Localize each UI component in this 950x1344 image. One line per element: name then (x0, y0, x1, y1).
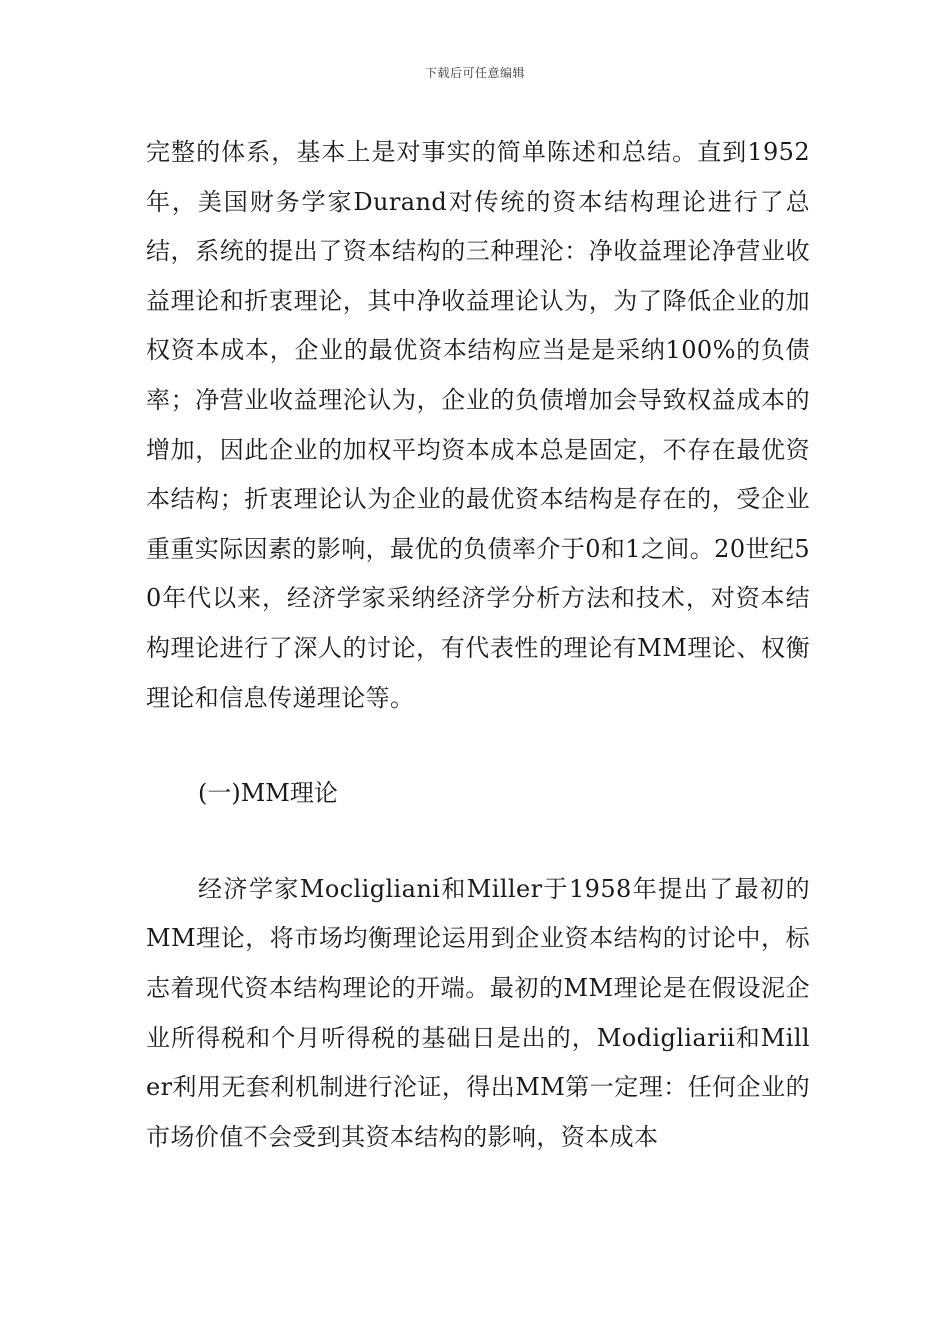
paragraph-spacer (146, 819, 810, 865)
paragraph-mm-theory: 经济学家Mocligliani和Miller于1958年提出了最初的MM理论，将市场均衡理论运用到企业资本结构的讨论中，标志着现代资本结构理论的开端。最初的MM理论是在假设泥企业所得税和个月听得税的基础日是出的，Modigliarii和Miller利用无套利机制进行沦证，得出MM第一定理：任何企业的市场价值不会受到其资本结构的影响，资本成本 (146, 874, 810, 1151)
paragraph-spacer (146, 723, 810, 769)
page-header-note: 下载后可任意编辑 (424, 66, 525, 80)
paragraph-capital-structure-history: 完整的体系，基本上是对事实的简单陈述和总结。直到1952年，美国财务学家Durand对传统的资本结构理论进行了总结，系统的提出了资本结构的三种理沦：净收益理论净营业收益理论和折衷理论，其中净收益理论认为，为了降低企业的加权资本成本，企业的最优资本结构应当是是采纳100%的负债率；净营业收益理沦认为，企业的负债增加会导致权益成本的增加，因此企业的加权平均资本成本总是固定，不存在最优资本结构；折衷理论认为企业的最优资本结构是存在的，受企业重重实际因素的影响，最优的负债率介于0和1之间。20世纪50年代以来，经济学家采纳经济学分析方法和技术，对资本结构理论进行了深人的讨论，有代表性的理论有MM理论、权衡理论和信息传递理论等。 (146, 138, 810, 712)
document-body (146, 128, 810, 1162)
section-heading-mm-theory: (一)MM理论 (198, 779, 338, 808)
